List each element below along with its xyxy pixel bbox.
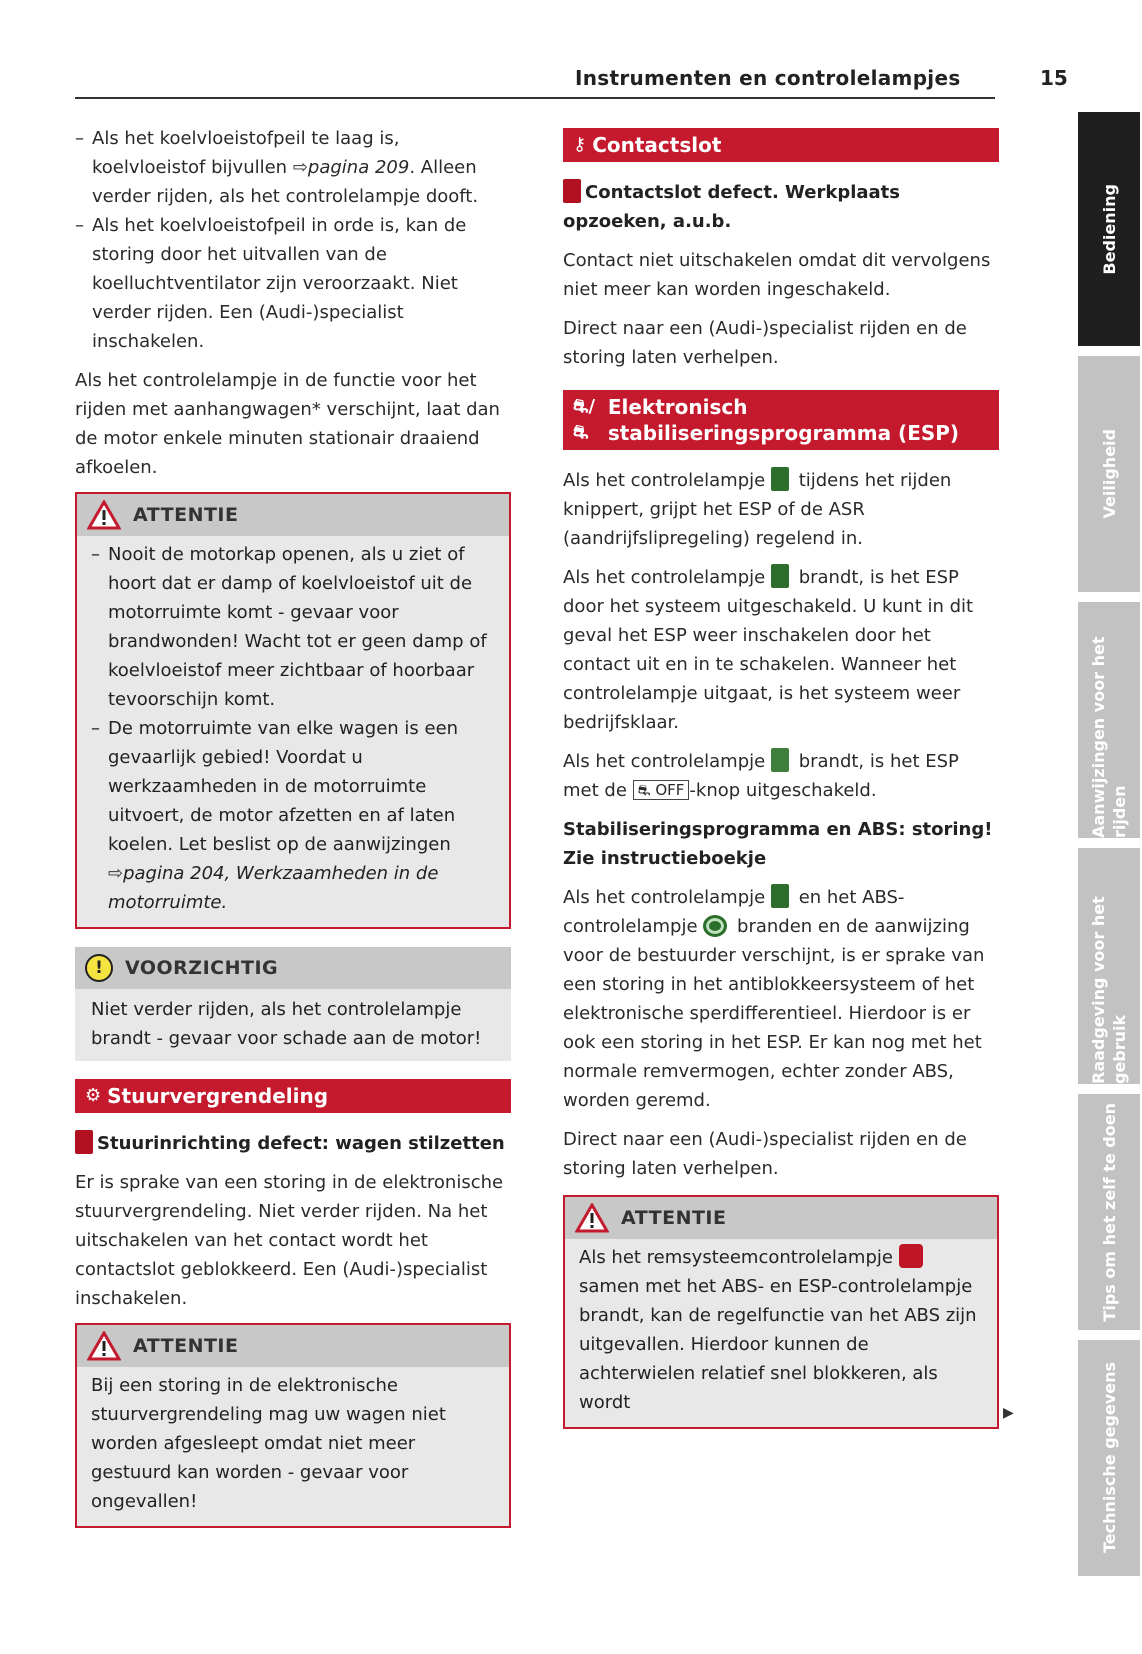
warning-text: Als het remsysteemcontrolelampje samen met het ABS- en ESP-controlelampje brandt, kan de regelfunctie van het ABS zijn uitgevallen. Hierdoor kunnen de achterwielen relatief snel blokkeren, als wordt bbox=[579, 1243, 983, 1417]
esp-paragraph-3: Als het controlelampje brandt, is het ESP met de ⛐ OFF -knop uitgeschakeld. bbox=[563, 747, 999, 805]
caution-text: Niet verder rijden, als het controlelampje brandt - gevaar voor schade aan de motor! bbox=[91, 999, 482, 1049]
abs-lamp-icon bbox=[703, 915, 727, 937]
list-item: – Nooit de motorkap openen, als u ziet of hoort dat er damp of koelvloeistof uit de motorruimte komt - gevaar voor brandwonden! Wacht tot er geen damp of koelvloeistof meer zichtbaar of hoorbaar tevoorschijn komt. bbox=[91, 544, 487, 710]
page-header-title: Instrumenten en controlelampjes bbox=[575, 66, 961, 90]
arrow-right-icon: ⇨ bbox=[292, 157, 308, 178]
esp-skid-icon: ⛐/⛐ bbox=[573, 396, 596, 443]
steering-lock-heading: Stuurinrichting defect: wagen stilzetten bbox=[75, 1129, 511, 1158]
ignition-paragraph-2: Direct naar een (Audi-)specialist rijden en de storing laten verhelpen. bbox=[563, 318, 967, 368]
warning-title: ATTENTIE bbox=[133, 1335, 239, 1357]
red-warning-lamp-icon bbox=[75, 1130, 93, 1154]
coolant-list bbox=[75, 124, 511, 356]
page-reference-link[interactable]: pagina 209 bbox=[307, 157, 410, 178]
warning-box-coolant bbox=[75, 492, 511, 929]
esp-lamp-icon bbox=[771, 884, 789, 908]
steering-lock-icon: ⚙ bbox=[85, 1085, 102, 1106]
esp-paragraph-1: Als het controlelampje tijdens het rijden knippert, grijpt het ESP of de ASR (aandrijfslipregeling) regelend in. bbox=[563, 466, 999, 553]
page-number: 15 bbox=[1040, 66, 1068, 90]
right-column bbox=[563, 124, 999, 1447]
warning-title: ATTENTIE bbox=[621, 1207, 727, 1229]
tab-bediening[interactable]: Bediening bbox=[1078, 112, 1140, 346]
esp-off-button: ⛐ OFF bbox=[633, 780, 690, 800]
header-divider bbox=[75, 97, 995, 99]
warning-header bbox=[565, 1197, 997, 1239]
tab-veiligheid[interactable]: Veiligheid bbox=[1078, 356, 1140, 592]
caution-header bbox=[75, 947, 511, 989]
list-item: – Als het koelvloeistofpeil in orde is, kan de storing door het uitvallen van de koelluchtventilator zijn veroorzaakt. Niet verder rijden. Een (Audi-)specialist inschakelen. bbox=[75, 215, 467, 352]
ignition-heading: Contactslot defect. Werkplaats opzoeken, a.u.b. bbox=[563, 178, 999, 236]
list-item: – De motorruimte van elke wagen is een gevaarlijk gebied! Voordat u werkzaamheden in de motorruimte uitvoert, de motor afzetten en af laten koelen. Let beslist op de aanwijzingen ⇨pagina 204, Werkzaamheden in de motorruimte. bbox=[91, 718, 459, 913]
warning-box-brake bbox=[563, 1195, 999, 1429]
brake-lamp-icon bbox=[899, 1244, 923, 1268]
warning-header bbox=[77, 494, 509, 536]
continue-arrow-icon: ▶ bbox=[1003, 1405, 1014, 1421]
page-reference-link[interactable]: pagina 204, Werkzaamheden in de motorruimte. bbox=[108, 863, 439, 913]
arrow-right-icon: ⇨ bbox=[108, 863, 124, 884]
section-header-ignition: ⚷ Contactslot bbox=[563, 128, 999, 162]
esp-paragraph-5: Direct naar een (Audi-)specialist rijden en de storing laten verhelpen. bbox=[563, 1129, 967, 1179]
warning-box-steering bbox=[75, 1323, 511, 1528]
tab-technische-gegevens[interactable]: Technische gegevens bbox=[1078, 1340, 1140, 1576]
ignition-key-icon: ⚷ bbox=[573, 134, 587, 155]
warning-triangle-icon bbox=[575, 1203, 609, 1233]
esp-lamp-icon bbox=[771, 467, 789, 491]
red-warning-lamp-icon bbox=[563, 179, 581, 203]
esp-lamp-icon bbox=[771, 564, 789, 588]
list-item: – Als het koelvloeistofpeil te laag is, koelvloeistof bijvullen ⇨pagina 209. Alleen verder rijden, als het controlelampje dooft. bbox=[75, 128, 479, 207]
esp-paragraph-2: Als het controlelampje brandt, is het ESP door het systeem uitgeschakeld. U kunt in dit geval het ESP weer inschakelen door het contact uit en in te schakelen. Wanneer het controlelampje uitgaat, is het systeem weer bedrijfsklaar. bbox=[563, 563, 999, 737]
section-header-esp: ⛐/⛐ Elektronisch stabiliseringsprogramma (ESP) bbox=[563, 390, 999, 450]
trailer-paragraph: Als het controlelampje in de functie voor het rijden met aanhangwagen* verschijnt, laat dan de motor enkele minuten stationair draaiend afkoelen. bbox=[75, 370, 500, 478]
warning-triangle-icon bbox=[87, 1331, 121, 1361]
section-header-steering-lock: ⚙ Stuurvergrendeling bbox=[75, 1079, 511, 1113]
caution-box bbox=[75, 947, 511, 1061]
tab-aanwijzingen-rijden[interactable]: Aanwijzingen voor het rijden bbox=[1078, 602, 1140, 838]
warning-text: Bij een storing in de elektronische stuurvergrendeling mag uw wagen niet worden afgesleept omdat niet meer gestuurd kan worden - gevaar voor ongevallen! bbox=[91, 1375, 446, 1512]
esp-paragraph-4: Als het controlelampje en het ABS-controlelampje branden en de aanwijzing voor de bestuurder verschijnt, is er sprake van een storing in het antiblokkeersysteem of het elektronische sperdifferentieel. Hierdoor is er ook een storing in het ESP. Er kan nog met het normale remvermogen, echter zonder ABS, worden geremd. bbox=[563, 883, 999, 1115]
steering-lock-paragraph: Er is sprake van een storing in de elektronische stuurvergrendeling. Niet verder rijden. Na het uitschakelen van het contact wordt het contactslot geblokkeerd. Een (Audi-)specialist inschakelen. bbox=[75, 1172, 504, 1309]
caution-title: VOORZICHTIG bbox=[125, 957, 279, 979]
esp-off-lamp-icon bbox=[771, 748, 789, 772]
left-column bbox=[75, 124, 511, 1546]
esp-abs-heading: Stabiliseringsprogramma en ABS: storing! Zie instructieboekje bbox=[563, 819, 993, 869]
tab-raadgeving-gebruik[interactable]: Raadgeving voor het gebruik bbox=[1078, 848, 1140, 1084]
warning-header bbox=[77, 1325, 509, 1367]
tab-tips-zelf-doen[interactable]: Tips om het zelf te doen bbox=[1078, 1094, 1140, 1330]
warning-triangle-icon bbox=[87, 500, 121, 530]
ignition-paragraph-1: Contact niet uitschakelen omdat dit vervolgens niet meer kan worden ingeschakeld. bbox=[563, 250, 991, 300]
warning-title: ATTENTIE bbox=[133, 504, 239, 526]
exclamation-circle-icon: ! bbox=[85, 954, 113, 982]
